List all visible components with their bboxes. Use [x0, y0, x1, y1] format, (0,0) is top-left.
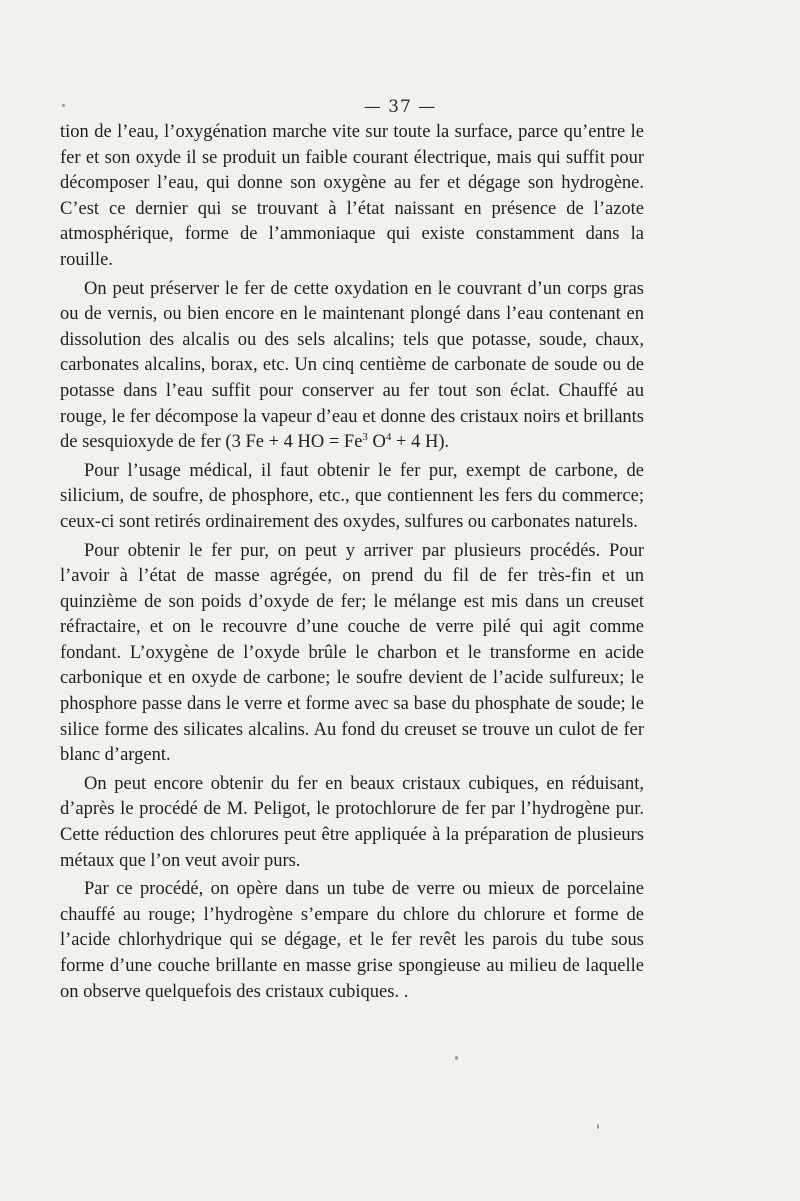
paragraph-6: [60, 877, 644, 1005]
paragraph-text: On peut préserver le fer de cette oxydation en le couvrant d’un corps gras ou de vernis, ou bien encore en le maintenant plongé dans l’eau contenant en dissolution des alcalis ou des sels alcalins; tels que potasse, soude, chaux, carbonates alcalins, borax, etc. Un cinq centième de carbonate de soude ou de potasse dans l’eau suffit pour conserver au fer tout son éclat. Chauffé au rouge, le fer décompose la vapeur d’eau et donne des cristaux noirs et brillants de sesquioxyde de fer (3 Fe + 4 HO = Fe: [60, 278, 644, 453]
scan-speck: [455, 1056, 458, 1060]
superscript-3: 3: [362, 430, 368, 443]
paragraph-text: Par ce procédé, on opère dans un tube de verre ou mieux de porcelaine chauffé au rouge; l’hydrogène s’empare du chlore du chlorure et forme de l’acide chlorhydrique qui se dégage, et le fer revêt les parois du tube sous forme d’une couche brillante en masse grise spongieuse au milieu de laquelle on observe quelquefois des cristaux cubiques. .: [60, 879, 644, 1002]
paragraph-3: [60, 459, 644, 536]
scan-speck: [62, 104, 65, 107]
paragraph-4: [60, 539, 644, 769]
paragraph-5: [60, 772, 644, 874]
body-text: [60, 120, 644, 1008]
paragraph-1: [60, 120, 644, 274]
superscript-4: 4: [385, 430, 392, 443]
scan-speck: [597, 1124, 599, 1129]
paragraph-text: Pour obtenir le fer pur, on peut y arriver par plusieurs procédés. Pour l’avoir à l’état de masse agrégée, on prend du fil de fer très-fin et un quinzième de son poids d’oxyde de fer; le mélange est mis dans un creuset réfractaire, et on le recouvre d’une couche de verre pilé qui agit comme fondant. L’oxygène de l’oxyde brûle le charbon et le transforme en acide carbonique et en oxyde de carbone; le soufre devient de l’acide sulfureux; le phosphore passe dans le verre et forme avec sa base du phosphate de soude; le silice forme des silicates alcalins. Au fond du creuset se trouve un culot de fer blanc d’argent.: [60, 540, 644, 766]
paragraph-text: Pour l’usage médical, il faut obtenir le fer pur, exempt de carbone, de silicium, de soufre, de phosphore, etc., que contiennent les fers du commerce; ceux-ci sont retirés ordinairement des oxydes, sulfures ou carbonates naturels.: [60, 460, 644, 532]
page-number: — 37 —: [363, 97, 437, 117]
paragraph-2: [60, 277, 644, 456]
paragraph-text: On peut encore obtenir du fer en beaux cristaux cubiques, en réduisant, d’après le procédé de M. Peligot, le protochlorure de fer par l’hydrogène pur. Cette réduction des chlorures peut être appliquée à la préparation de plusieurs métaux que l’on veut avoir purs.: [60, 773, 644, 871]
paragraph-text-end: + 4 H).: [391, 432, 450, 453]
paragraph-text-oxygen: O: [367, 432, 386, 453]
paragraph-text: tion de l’eau, l’oxygénation marche vite sur toute la surface, parce qu’entre le fer et son oxyde il se produit un faible courant électrique, mais qui suffit pour décomposer l’eau, qui donne son oxygène au fer et dégage son hydrogène. C’est ce dernier qui se trouvant à l’état naissant en présence de l’azote atmosphérique, forme de l’ammoniaque qui existe constamment dans la rouille.: [60, 122, 644, 270]
